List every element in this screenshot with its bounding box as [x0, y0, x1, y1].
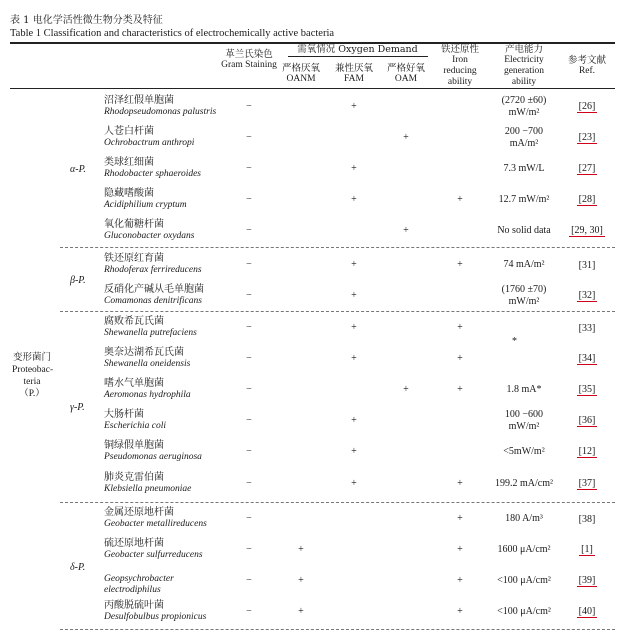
species-name-latin: Rhodopseudomonas palustris	[104, 107, 217, 117]
group-separator	[60, 247, 615, 248]
species-name-latin: Pseudomonas aeruginosa	[104, 452, 202, 462]
group-separator	[60, 311, 615, 312]
iron-cell	[434, 216, 486, 246]
gram-cell: −	[246, 606, 252, 617]
ref-cell[interactable]	[564, 504, 610, 534]
electricity-header: 产电能力 Electricity generation ability	[503, 44, 545, 87]
iron-cell	[434, 437, 486, 467]
table-row	[0, 313, 625, 343]
species-name-latin: Shewanella oneidensis	[104, 359, 191, 369]
electricity-cell: 100 −600 mW/m²	[504, 409, 544, 432]
ref-cell[interactable]	[564, 535, 610, 565]
species-name-zh: 肺炎克雷伯菌	[104, 472, 164, 483]
fam-cell: +	[351, 259, 357, 270]
table-row	[0, 504, 625, 534]
electricity-cell: <5mW/m²	[503, 446, 545, 457]
oam-cell	[381, 566, 431, 596]
iron-cell	[434, 154, 486, 184]
oanm-cell	[276, 375, 326, 405]
electricity-cell: 1.8 mA*	[506, 384, 542, 395]
fam-cell	[329, 597, 379, 627]
species-name-zh: 隐藏嗜酸菌	[104, 188, 154, 199]
electricity-cell: 7.3 mW/L	[503, 163, 545, 174]
oam-cell	[381, 535, 431, 565]
species-name-zh: 大肠杆菌	[104, 409, 144, 420]
reference-link[interactable]: [12]	[578, 446, 596, 457]
electricity-cell	[488, 313, 560, 343]
table-caption-zh: 表 1 电化学活性微生物分类及特征	[10, 15, 163, 26]
species-name-zh: 铜绿假单胞菌	[104, 440, 164, 451]
fam-cell: +	[351, 290, 357, 301]
ref-cell[interactable]	[564, 437, 610, 467]
reference-link[interactable]: [38]	[578, 513, 596, 525]
gram-cell: −	[246, 513, 252, 524]
species-name-latin: Geobacter metallireducens	[104, 519, 207, 529]
ref-cell[interactable]	[564, 185, 610, 215]
table-caption-en: Table 1 Classification and characteristics of electrochemically active bacteria	[10, 28, 335, 39]
oam-cell	[381, 597, 431, 627]
species-name-zh: 硫还原地杆菌	[104, 538, 164, 549]
oanm-cell	[276, 406, 326, 436]
ref-cell[interactable]	[564, 375, 610, 405]
group-gamma: γ-P.	[70, 402, 85, 413]
shewanella-footnote-mark: *	[512, 336, 517, 347]
oanm-cell	[276, 123, 326, 153]
gram-cell: −	[246, 384, 252, 395]
species-name-latin: Ochrobactrum anthropi	[104, 138, 195, 148]
fam-cell: +	[351, 322, 357, 333]
ref-cell[interactable]	[564, 281, 610, 311]
fam-cell: +	[351, 446, 357, 457]
species-name-latin: Klebsiella pneumoniae	[104, 484, 192, 494]
ref-cell[interactable]	[564, 123, 610, 153]
species-name-latin: Shewanella putrefaciens	[104, 328, 197, 338]
group-alpha: α-P.	[70, 164, 86, 175]
fam-header: 兼性厌氧 FAM	[334, 63, 373, 84]
species-name-zh: 沼泽红假单胞菌	[104, 95, 174, 106]
species-name-latin: Comamonas denitrificans	[104, 296, 202, 306]
reference-link[interactable]: [33]	[578, 322, 596, 334]
iron-cell: +	[457, 353, 463, 364]
species-name-zh: 人苍白杆菌	[104, 126, 154, 137]
gram-cell: −	[246, 194, 252, 205]
oam-cell	[381, 406, 431, 436]
table-row	[0, 154, 625, 184]
electricity-cell: 199.2 mA/cm²	[495, 478, 553, 489]
species-name-zh: 铁还原红育菌	[104, 253, 164, 264]
fam-cell	[329, 566, 379, 596]
oanm-cell	[276, 313, 326, 343]
fam-cell: +	[351, 353, 357, 364]
oanm-cell	[276, 154, 326, 184]
oanm-cell	[276, 281, 326, 311]
phylum-label: 变形菌门 Proteobac- teria （P.）	[12, 352, 54, 399]
electricity-cell: 180 A/m³	[505, 513, 543, 524]
species-name-zh: 腐败希瓦氏菌	[104, 316, 164, 327]
fam-cell: +	[351, 163, 357, 174]
iron-cell	[434, 281, 486, 311]
oam-cell	[381, 437, 431, 467]
oanm-cell	[276, 344, 326, 374]
reference-link[interactable]: [39]	[578, 575, 596, 586]
oanm-cell: +	[298, 606, 304, 617]
fam-cell: +	[351, 194, 357, 205]
oam-cell	[381, 281, 431, 311]
oanm-cell	[276, 216, 326, 246]
species-name-zh: 氧化葡糖杆菌	[104, 219, 164, 230]
table-row	[0, 281, 625, 311]
gram-cell: −	[246, 259, 252, 270]
oam-cell	[381, 313, 431, 343]
iron-cell: +	[457, 194, 463, 205]
electricity-cell: 12.7 mW/m²	[498, 194, 550, 205]
group-beta: β-P.	[70, 275, 86, 286]
electricity-cell: 200 −700 mA/m²	[504, 126, 544, 149]
table-row	[0, 437, 625, 467]
electricity-cell: <100 μA/cm²	[497, 575, 551, 586]
oanm-cell	[276, 504, 326, 534]
reference-link[interactable]: [26]	[578, 101, 596, 112]
table-row	[0, 92, 625, 122]
gram-cell: −	[246, 415, 252, 426]
iron-header: 铁还原性 Iron reducing ability	[440, 44, 479, 87]
reference-link[interactable]: [29, 30]	[571, 225, 603, 236]
gram-cell: −	[246, 446, 252, 457]
fam-cell	[329, 216, 379, 246]
oanm-cell	[276, 92, 326, 122]
ref-cell[interactable]	[564, 344, 610, 374]
species-name-latin: Acidiphilium cryptum	[104, 200, 187, 210]
iron-cell: +	[457, 384, 463, 395]
species-name-zh: 金属还原地杆菌	[104, 507, 174, 518]
species-name-latin: Geopsychrobacter electrodiphilus	[104, 574, 174, 595]
group-delta: δ-P.	[70, 562, 86, 573]
iron-cell: +	[457, 544, 463, 555]
table-row	[0, 123, 625, 153]
ref-cell[interactable]	[564, 154, 610, 184]
oam-cell: +	[403, 225, 409, 236]
gram-cell: −	[246, 225, 252, 236]
table-row	[0, 344, 625, 374]
electricity-cell: (2720 ±60) mW/m²	[501, 95, 547, 118]
oam-cell	[381, 469, 431, 499]
ref-cell[interactable]	[564, 469, 610, 499]
species-name-zh: 奥奈达湖希瓦氏菌	[104, 347, 184, 358]
oxygen-subrule	[288, 56, 428, 57]
oam-cell	[381, 154, 431, 184]
electricity-cell: 74 mA/m²	[503, 259, 545, 270]
oam-cell	[381, 92, 431, 122]
reference-link[interactable]: [36]	[578, 415, 596, 426]
oam-header: 严格好氧 OAM	[386, 63, 425, 84]
table-row	[0, 406, 625, 436]
fam-cell: +	[351, 101, 357, 112]
gram-cell: −	[246, 575, 252, 586]
oanm-cell	[276, 437, 326, 467]
table-row	[0, 185, 625, 215]
oanm-cell: +	[298, 575, 304, 586]
iron-cell: +	[457, 259, 463, 270]
electricity-cell: 1600 μA/cm²	[497, 544, 551, 555]
iron-cell	[434, 123, 486, 153]
oam-cell	[381, 250, 431, 280]
fam-cell	[329, 123, 379, 153]
ref-cell[interactable]	[564, 597, 610, 627]
species-name-latin: Desulfobulbus propionicus	[104, 612, 207, 622]
oam-cell	[381, 185, 431, 215]
reference-link[interactable]: [31]	[578, 259, 596, 271]
species-name-latin: Aeromonas hydrophila	[104, 390, 191, 400]
electricity-cell: No solid data	[497, 225, 551, 236]
oanm-cell	[276, 250, 326, 280]
oanm-cell	[276, 469, 326, 499]
oam-cell: +	[403, 132, 409, 143]
species-name-latin: Rhodoferax ferrireducens	[104, 265, 202, 275]
gram-cell: −	[246, 163, 252, 174]
gram-cell: −	[246, 132, 252, 143]
electricity-cell: (1760 ±70) mW/m²	[501, 284, 547, 307]
reference-link[interactable]: [23]	[578, 132, 596, 143]
gram-cell: −	[246, 322, 252, 333]
iron-cell	[434, 406, 486, 436]
ref-cell[interactable]	[564, 313, 610, 343]
iron-cell: +	[457, 478, 463, 489]
fam-cell: +	[351, 415, 357, 426]
table-row	[0, 469, 625, 499]
fam-cell	[329, 504, 379, 534]
table-row	[0, 566, 625, 596]
ref-cell[interactable]	[564, 250, 610, 280]
table-row	[0, 597, 625, 627]
species-name-zh: 丙酸脱硫叶菌	[104, 600, 164, 611]
fam-cell	[329, 535, 379, 565]
fam-cell	[329, 375, 379, 405]
oxygen-header: 需氧情况 Oxygen Demand	[297, 44, 418, 55]
table-row	[0, 535, 625, 565]
species-name-latin: Geobacter sulfurreducens	[104, 550, 203, 560]
species-name-zh: 反硝化产碱从毛单胞菌	[104, 284, 204, 295]
species-name-latin: Escherichia coli	[104, 421, 166, 431]
group-separator	[60, 502, 615, 503]
reference-link[interactable]: [28]	[578, 194, 596, 205]
iron-cell: +	[457, 606, 463, 617]
oam-cell	[381, 344, 431, 374]
reference-link[interactable]: [40]	[578, 606, 596, 617]
gram-cell: −	[246, 101, 252, 112]
gram-cell: −	[246, 478, 252, 489]
ref-cell[interactable]	[564, 216, 610, 246]
electricity-cell	[488, 344, 560, 374]
oanm-header: 严格厌氧 OANM	[281, 63, 320, 84]
ref-cell[interactable]	[564, 566, 610, 596]
ref-cell[interactable]	[564, 92, 610, 122]
table-row	[0, 216, 625, 246]
header-rule	[10, 88, 615, 89]
oanm-cell	[276, 185, 326, 215]
reference-link[interactable]: [35]	[578, 384, 596, 395]
table-row	[0, 375, 625, 405]
iron-cell: +	[457, 322, 463, 333]
oam-cell	[381, 504, 431, 534]
oanm-cell: +	[298, 544, 304, 555]
reference-link[interactable]: [27]	[578, 163, 596, 174]
gram-cell: −	[246, 353, 252, 364]
species-name-latin: Gluconobacter oxydans	[104, 231, 195, 241]
ref-cell[interactable]	[564, 406, 610, 436]
group-separator	[60, 629, 615, 630]
gram-cell: −	[246, 544, 252, 555]
reference-link[interactable]: [32]	[578, 290, 596, 301]
iron-cell	[434, 92, 486, 122]
reference-link[interactable]: [1]	[581, 544, 593, 555]
species-name-latin: Rhodobacter sphaeroides	[104, 169, 202, 179]
reference-link[interactable]: [34]	[578, 353, 596, 364]
iron-cell: +	[457, 513, 463, 524]
electricity-cell: <100 μA/cm²	[497, 606, 551, 617]
reference-link[interactable]: [37]	[578, 478, 596, 489]
gram-cell: −	[246, 290, 252, 301]
gram-header: 革兰氏染色 Gram Staining	[221, 49, 277, 70]
species-name-zh: 类球红细菌	[104, 157, 154, 168]
table-row	[0, 250, 625, 280]
iron-cell: +	[457, 575, 463, 586]
ref-header: 参考文献 Ref.	[567, 55, 606, 76]
species-name-zh: 嗜水气单胞菌	[104, 378, 164, 389]
fam-cell: +	[351, 478, 357, 489]
oam-cell: +	[403, 384, 409, 395]
